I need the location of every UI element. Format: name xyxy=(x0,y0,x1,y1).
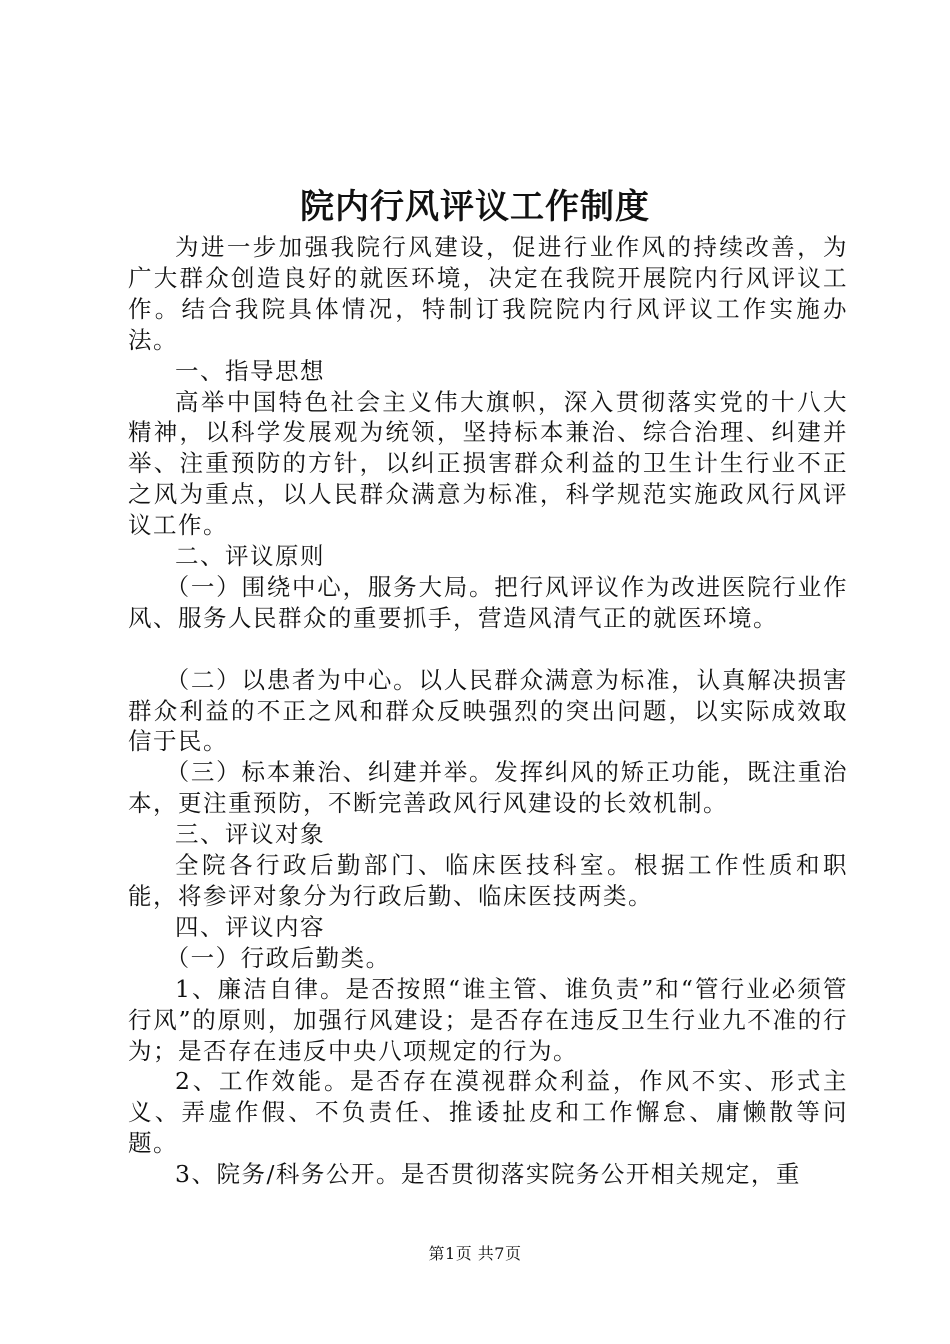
document-body xyxy=(128,232,848,1190)
content-item: 1、廉洁自律。是否按照“谁主管、谁负责”和“管行业必须管行风”的原则，加强行风建设；是否存在违反卫生行业九不准的行为；是否存在违反中央八项规定的行为。 xyxy=(128,974,848,1065)
principle-item: （二）以患者为中心。以人民群众满意为标准，认真解决损害群众利益的不正之风和群众反映强烈的突出问题，以实际成效取信于民。 xyxy=(128,665,848,756)
section-heading: 一、指导思想 xyxy=(175,356,325,385)
intro-paragraph: 为进一步加强我院行风建设，促进行业作风的持续改善，为广大群众创造良好的就医环境，决定在我院开展院内行风评议工作。结合我院具体情况，特制订我院院内行风评议工作实施办法。 xyxy=(128,233,848,354)
body-paragraph: 全院各行政后勤部门、临床医技科室。根据工作性质和职能，将参评对象分为行政后勤、临床医技两类。 xyxy=(128,851,848,911)
principle-item: （一）围绕中心，服务大局。把行风评议作为改进医院行业作风、服务人民群众的重要抓手，营造风清气正的就医环境。 xyxy=(128,572,848,632)
document-title: 院内行风评议工作制度 xyxy=(300,187,650,227)
section-heading: 四、评议内容 xyxy=(175,912,325,941)
section-heading: 三、评议对象 xyxy=(175,820,325,849)
body-paragraph: 高举中国特色社会主义伟大旗帜，深入贯彻落实党的十八大精神，以科学发展观为统领，坚持标本兼治、综合治理、纠建并举、注重预防的方针，以纠正损害群众利益的卫生计生行业不正之风为重点，以人民群众满意为标准，科学规范实施政风行风评议工作。 xyxy=(128,387,848,540)
content-item: 2、工作效能。是否存在漠视群众利益，作风不实、形式主义、弄虚作假、不负责任、推诿扯皮和工作懈怠、庸懒散等问题。 xyxy=(128,1067,848,1158)
principle-item: （三）标本兼治、纠建并举。发挥纠风的矫正功能，既注重治本，更注重预防，不断完善政风行风建设的长效机制。 xyxy=(128,758,848,818)
content-item: 3、院务/科务公开。是否贯彻落实院务公开相关规定，重 xyxy=(175,1160,801,1189)
section-heading: 二、评议原则 xyxy=(175,542,325,571)
subsection-heading: （一）行政后勤类。 xyxy=(165,943,391,972)
page-number-footer: 第1页 共7页 xyxy=(428,1244,522,1263)
